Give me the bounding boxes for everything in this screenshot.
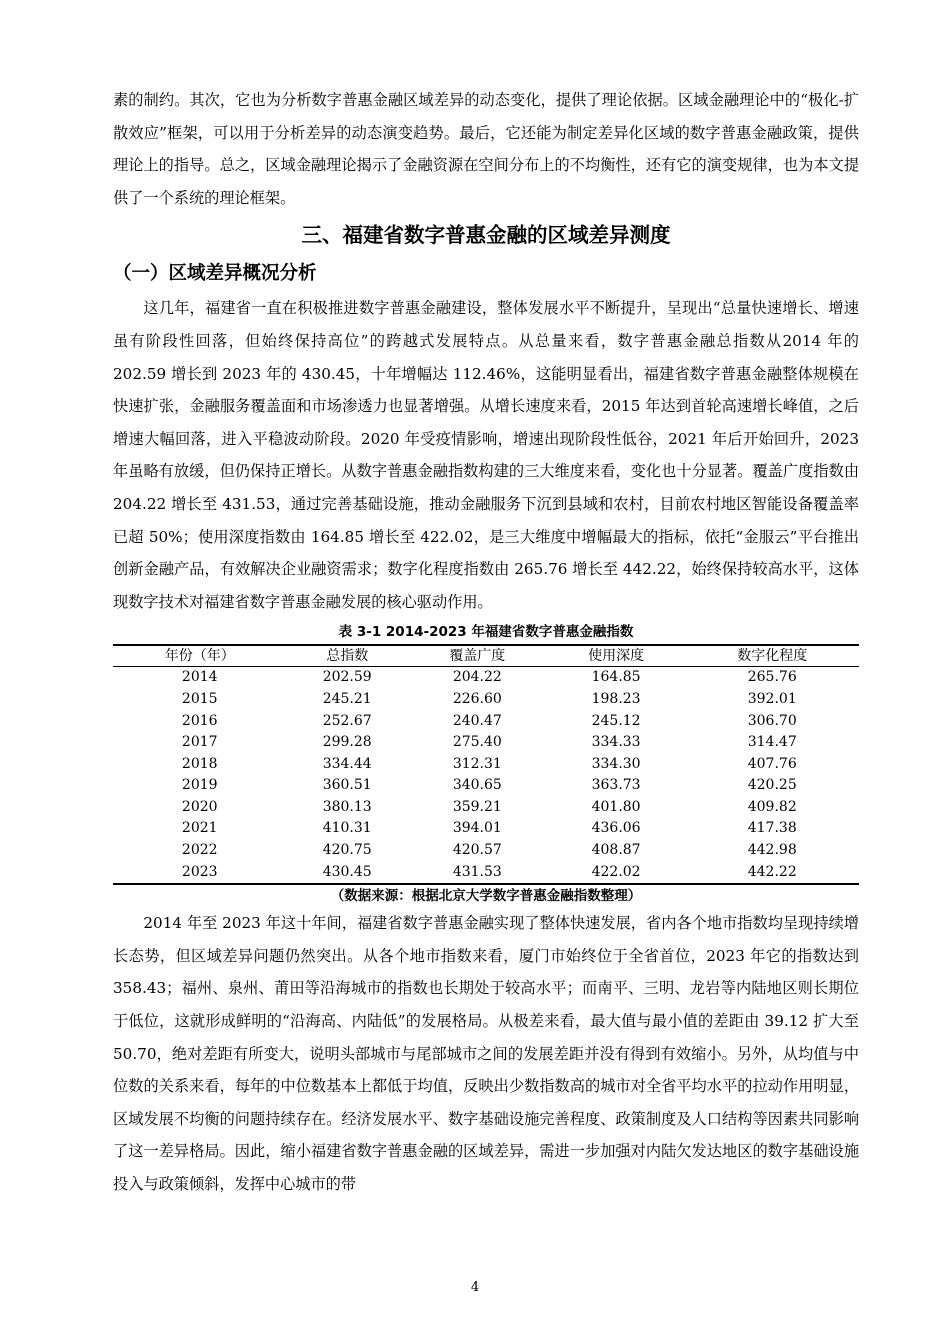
table-cell: 312.31 [452,755,502,772]
table-row [113,667,859,689]
header-digitization-level: 数字化程度 [685,645,859,667]
table-cell: 306.70 [747,712,797,729]
table-cell: 299.28 [322,734,372,751]
subsection-title: （一）区域差异概况分析 [113,263,317,285]
table-cell: 431.53 [408,862,547,885]
table-cell: 430.45 [286,862,407,885]
table-cell: 442.98 [747,842,797,859]
table-cell: 334.44 [322,755,372,772]
header-coverage-breadth: 覆盖广度 [408,645,547,667]
table-cell: 420.57 [452,842,502,859]
table-cell: 409.82 [747,798,797,815]
table-cell: 2014 [181,669,218,686]
table-cell: 410.31 [322,820,372,837]
table-cell: 2019 [181,777,218,794]
table-cell: 422.02 [547,862,686,885]
table-cell: 275.40 [452,734,502,751]
table-cell: 202.59 [322,669,372,686]
table-source-note: （数据来源：根据北京大学数字普惠金融指数整理） [330,888,642,905]
table-cell: 226.60 [452,690,502,707]
table-row [113,689,859,711]
table-cell: 314.47 [747,734,797,751]
table-cell: 2017 [181,734,218,751]
table-cell: 442.22 [685,862,859,885]
table-row [113,818,859,840]
table-cell: 2018 [181,755,218,772]
table-cell: 245.12 [591,712,641,729]
body-paragraph-1: 这几年，福建省一直在积极推进数字普惠金融建设，整体发展水平不断提升，呈现出“总量快速增长、增速虽有阶段性回落，但始终保持高位”的跨越式发展特点。从总量来看，数字普惠金融总指数从2014 年的 202.59 增长到 2023 年的 430.45，十年增幅达 112.46%，这能明显看出，福建省数字普惠金融整体规模在快速扩张，金融服务覆盖面和市场渗透力也显著增强。从增长速度来看，2015 年达到首轮高速增长峰值，之后增速大幅回落，进入平稳波动阶段。2020 年受疫情影响，增速出现阶段性低谷，2021 年后开始回升，2023 年虽略有放缓，但仍保持正增长。从数字普惠金融指数构建的三大维度来看，变化也十分显著。覆盖广度指数由 204.22 增长至 431.53，通过完善基础设施，推动金融服务下沉到县域和农村，目前农村地区智能设备覆盖率已超 50%；使用深度指数由 164.85 增长至 422.02，是三大维度中增幅最大的指标，依托“金服云”平台推出创新金融产品，有效解决企业融资需求；数字化程度指数由 265.76 增长至 442.22，始终保持较高水平，这体现数字技术对福建省数字普惠金融发展的核心驱动作用。 [113,299,859,611]
table-row [113,840,859,862]
section-title: 三、福建省数字普惠金融的区域差异测度 [301,223,671,248]
table-row [113,732,859,754]
table-cell: 401.80 [591,798,641,815]
table-row [113,754,859,776]
index-table [113,644,859,885]
table-cell: 204.22 [452,669,502,686]
table-cell: 417.38 [747,820,797,837]
table-cell: 2020 [181,798,218,815]
table-row [113,862,859,885]
table-cell: 252.67 [322,712,372,729]
table-cell: 245.21 [322,690,372,707]
table-cell: 407.76 [747,755,797,772]
table-cell: 2023 [113,862,286,885]
table-cell: 380.13 [322,798,372,815]
table-cell: 240.47 [452,712,502,729]
table-row [113,775,859,797]
table-cell: 198.23 [591,690,641,707]
table-cell: 420.75 [322,842,372,859]
table-row [113,711,859,733]
table-row [113,797,859,819]
table-cell: 359.21 [452,798,502,815]
table-cell: 2016 [181,712,218,729]
header-total-index: 总指数 [286,645,407,667]
table-cell: 334.33 [591,734,641,751]
table-cell: 2015 [181,690,218,707]
table-cell: 164.85 [591,669,641,686]
table-cell: 394.01 [452,820,502,837]
table-header-row [113,645,859,667]
table-cell: 334.30 [591,755,641,772]
table-cell: 363.73 [591,777,641,794]
table-cell: 408.87 [591,842,641,859]
table-cell: 392.01 [747,690,797,707]
table-cell: 360.51 [322,777,372,794]
header-year: 年份（年） [113,645,286,667]
table-cell: 436.06 [591,820,641,837]
table-cell: 2022 [181,842,218,859]
table-cell: 340.65 [452,777,502,794]
page-content [113,84,859,1201]
table-caption: 表 3-1 2014-2023 年福建省数字普惠金融指数 [338,624,634,641]
intro-paragraph: 素的制约。其次，它也为分析数字普惠金融区域差异的动态变化，提供了理论依据。区域金融理论中的“极化-扩散效应”框架，可以用于分析差异的动态演变趋势。最后，它还能为制定差异化区域的数字普惠金融政策，提供理论上的指导。总之，区域金融理论揭示了金融资源在空间分布上的不均衡性，还有它的演变规律，也为本文提供了一个系统的理论框架。 [113,91,859,207]
table-cell: 420.25 [747,777,797,794]
table-body [113,667,859,884]
body-paragraph-2: 2014 年至 2023 年这十年间，福建省数字普惠金融实现了整体快速发展，省内各个地市指数均呈现持续增长态势，但区域差异问题仍然突出。从各个地市指数来看，厦门市始终位于全省首位，2023 年它的指数达到 358.43；福州、泉州、莆田等沿海城市的指数也长期处于较高水平；而南平、三明、龙岩等内陆地区则长期位于低位，这就形成鲜明的“沿海高、内陆低”的发展格局。从极差来看，最大值与最小值的差距由 39.12 扩大至 50.70，绝对差距有所变大，说明头部城市与尾部城市之间的发展差距并没有得到有效缩小。另外，从均值与中位数的关系来看，每年的中位数基本上都低于均值，反映出少数指数高的城市对全省平均水平的拉动作用明显，区域发展不均衡的问题持续存在。经济发展水平、数字基础设施完善程度、政策制度及人口结构等因素共同影响了这一差异格局。因此，缩小福建省数字普惠金融的区域差异，需进一步加强对内陆欠发达地区的数字基础设施投入与政策倾斜，发挥中心城市的带 [113,914,859,1193]
table-cell: 265.76 [747,669,797,686]
table-cell: 2021 [181,820,218,837]
header-usage-depth: 使用深度 [547,645,686,667]
page-number: 4 [470,1280,480,1295]
